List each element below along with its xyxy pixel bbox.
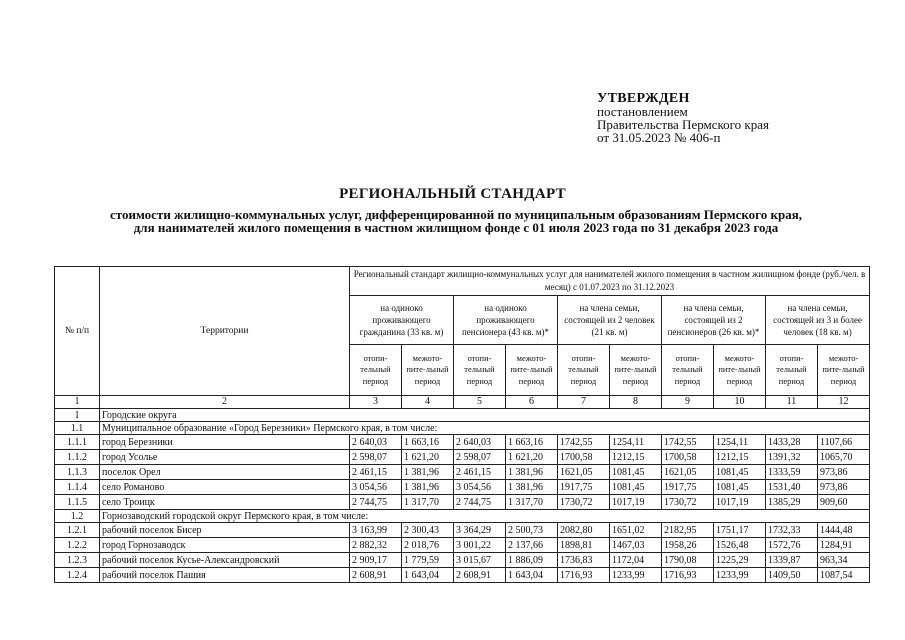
value-cell: 2 744,75 <box>454 495 506 510</box>
value-cell: 1081,45 <box>714 465 766 480</box>
value-cell: 3 001,22 <box>454 538 506 553</box>
value-cell: 2 018,76 <box>402 538 454 553</box>
table-row <box>55 495 870 510</box>
header-top: Региональный стандарт жилищно-коммунальных услуг для нанимателей жилого помещения в частном жилищном фонде (руб./чел. в месяц) с 01.07.2023 по 31.12.2023 <box>350 267 870 296</box>
column-number: 9 <box>662 396 714 409</box>
value-cell: 1958,26 <box>662 538 714 553</box>
column-number: 3 <box>350 396 402 409</box>
value-cell: 1730,72 <box>662 495 714 510</box>
approval-line-3: от 31.05.2023 № 406-п <box>597 130 721 145</box>
value-cell: 2 500,73 <box>506 523 558 538</box>
value-cell: 1409,50 <box>766 568 818 583</box>
header-between-period: межото-пите-льный период <box>714 345 766 396</box>
value-cell: 1700,58 <box>662 450 714 465</box>
table-row <box>55 538 870 553</box>
document-subtitle: стоимости жилищно-коммунальных услуг, дифференцированной по муниципальным образованиям Пермского края, для нанимателей жилого помещения в частном жилищном фонде с 01 июля 2023 года по 31 декабря 2023 года <box>110 207 802 235</box>
column-number: 1 <box>55 396 100 409</box>
value-cell: 1898,81 <box>558 538 610 553</box>
value-cell: 2 461,15 <box>350 465 402 480</box>
column-number: 4 <box>402 396 454 409</box>
value-cell: 1917,75 <box>662 480 714 495</box>
value-cell: 973,86 <box>818 480 870 495</box>
value-cell: 1651,02 <box>610 523 662 538</box>
column-number: 10 <box>714 396 766 409</box>
value-cell: 3 015,67 <box>454 553 506 568</box>
row-number: 1.1.2 <box>55 450 100 465</box>
header-between-period: межото-пите-льный период <box>610 345 662 396</box>
value-cell: 1065,70 <box>818 450 870 465</box>
value-cell: 1233,99 <box>610 568 662 583</box>
value-cell: 2 744,75 <box>350 495 402 510</box>
column-number: 11 <box>766 396 818 409</box>
value-cell: 1732,33 <box>766 523 818 538</box>
value-cell: 1700,58 <box>558 450 610 465</box>
table-row <box>55 568 870 583</box>
value-cell: 1212,15 <box>714 450 766 465</box>
table-row <box>55 450 870 465</box>
value-cell: 1233,99 <box>714 568 766 583</box>
header-heating-period: отопи-тельный период <box>662 345 714 396</box>
value-cell: 1087,54 <box>818 568 870 583</box>
value-cell: 1 381,96 <box>402 465 454 480</box>
value-cell: 1736,83 <box>558 553 610 568</box>
territory-name: город Горнозаводск <box>100 538 350 553</box>
header-heating-period: отопи-тельный период <box>558 345 610 396</box>
value-cell: 1333,59 <box>766 465 818 480</box>
value-cell: 1621,05 <box>662 465 714 480</box>
value-cell: 1 381,96 <box>506 465 558 480</box>
value-cell: 1 663,16 <box>506 435 558 450</box>
value-cell: 1742,55 <box>558 435 610 450</box>
approval-heading: УТВЕРЖДЕН <box>597 91 690 106</box>
value-cell: 963,34 <box>818 553 870 568</box>
value-cell: 1433,28 <box>766 435 818 450</box>
territory-name: Горнозаводский городской округ Пермского края, в том числе: <box>100 510 870 523</box>
value-cell: 1254,11 <box>714 435 766 450</box>
value-cell: 1526,48 <box>714 538 766 553</box>
value-cell: 1716,93 <box>558 568 610 583</box>
value-cell: 1 779,59 <box>402 553 454 568</box>
row-number: 1.2.2 <box>55 538 100 553</box>
table-row <box>55 553 870 568</box>
value-cell: 1742,55 <box>662 435 714 450</box>
column-number: 6 <box>506 396 558 409</box>
value-cell: 1212,15 <box>610 450 662 465</box>
value-cell: 1284,91 <box>818 538 870 553</box>
value-cell: 1339,87 <box>766 553 818 568</box>
value-cell: 1225,29 <box>714 553 766 568</box>
row-number: 1.2.3 <box>55 553 100 568</box>
value-cell: 2 137,66 <box>506 538 558 553</box>
territory-name: поселок Орел <box>100 465 350 480</box>
column-number: 2 <box>100 396 350 409</box>
row-number: 1.1.5 <box>55 495 100 510</box>
column-number: 7 <box>558 396 610 409</box>
header-heating-period: отопи-тельный период <box>454 345 506 396</box>
value-cell: 1790,08 <box>662 553 714 568</box>
row-number: 1.1.1 <box>55 435 100 450</box>
value-cell: 3 364,29 <box>454 523 506 538</box>
value-cell: 1391,32 <box>766 450 818 465</box>
header-heating-period: отопи-тельный период <box>766 345 818 396</box>
territory-name: Городские округа <box>100 409 870 422</box>
approval-block <box>597 92 769 144</box>
territory-name: рабочий поселок Бисер <box>100 523 350 538</box>
table-row <box>55 480 870 495</box>
table-row <box>55 435 870 450</box>
header-category: на одиноко проживающего гражданина (33 кв. м) <box>350 296 454 345</box>
approval-line-1: постановлением <box>597 104 688 119</box>
header-heating-period: отопи-тельный период <box>350 345 402 396</box>
row-number: 1.2.4 <box>55 568 100 583</box>
value-cell: 1531,40 <box>766 480 818 495</box>
table-header <box>55 267 870 409</box>
header-no: № п/п <box>55 267 100 396</box>
value-cell: 2 300,43 <box>402 523 454 538</box>
value-cell: 1467,03 <box>610 538 662 553</box>
row-number: 1.2.1 <box>55 523 100 538</box>
value-cell: 2 909,17 <box>350 553 402 568</box>
value-cell: 1017,19 <box>610 495 662 510</box>
row-number: 1.1.3 <box>55 465 100 480</box>
table-body <box>55 409 870 583</box>
table-row <box>55 465 870 480</box>
value-cell: 1107,66 <box>818 435 870 450</box>
territory-name: Муниципальное образование «Город Березники» Пермского края, в том числе: <box>100 422 870 435</box>
header-category: на члена семьи, состоящей из 2 человек (21 кв. м) <box>558 296 662 345</box>
standard-table <box>54 266 870 583</box>
value-cell: 3 054,56 <box>350 480 402 495</box>
row-number: 1 <box>55 409 100 422</box>
value-cell: 2 598,07 <box>454 450 506 465</box>
value-cell: 1081,45 <box>714 480 766 495</box>
row-number: 1.1 <box>55 422 100 435</box>
value-cell: 3 054,56 <box>454 480 506 495</box>
value-cell: 1 317,70 <box>402 495 454 510</box>
header-numbers-row <box>55 396 870 409</box>
row-number: 1.1.4 <box>55 480 100 495</box>
value-cell: 973,86 <box>818 465 870 480</box>
value-cell: 1017,19 <box>714 495 766 510</box>
section-row <box>55 422 870 435</box>
value-cell: 1172,04 <box>610 553 662 568</box>
column-number: 8 <box>610 396 662 409</box>
row-number: 1.2 <box>55 510 100 523</box>
header-category: на члена семьи, состоящей из 2 пенсионеров (26 кв. м)* <box>662 296 766 345</box>
value-cell: 909,60 <box>818 495 870 510</box>
value-cell: 3 163,99 <box>350 523 402 538</box>
value-cell: 1254,11 <box>610 435 662 450</box>
document-title: РЕГИОНАЛЬНЫЙ СТАНДАРТ <box>339 186 566 202</box>
value-cell: 2 608,91 <box>350 568 402 583</box>
column-number: 5 <box>454 396 506 409</box>
value-cell: 1444,48 <box>818 523 870 538</box>
value-cell: 1917,75 <box>558 480 610 495</box>
value-cell: 1751,17 <box>714 523 766 538</box>
value-cell: 2082,80 <box>558 523 610 538</box>
value-cell: 2 640,03 <box>350 435 402 450</box>
value-cell: 2 461,15 <box>454 465 506 480</box>
section-row <box>55 409 870 422</box>
value-cell: 1 317,70 <box>506 495 558 510</box>
territory-name: рабочий поселок Кусье-Александровский <box>100 553 350 568</box>
header-between-period: межото-пите-льный период <box>402 345 454 396</box>
approval-line-2: Правительства Пермского края <box>597 117 769 132</box>
value-cell: 2 882,32 <box>350 538 402 553</box>
value-cell: 1 381,96 <box>402 480 454 495</box>
value-cell: 1 886,09 <box>506 553 558 568</box>
territory-name: село Троицк <box>100 495 350 510</box>
value-cell: 2182,95 <box>662 523 714 538</box>
header-category: на члена семьи, состоящей из 3 и более человек (18 кв. м) <box>766 296 870 345</box>
value-cell: 1 663,16 <box>402 435 454 450</box>
table-row <box>55 523 870 538</box>
header-territory: Территории <box>100 267 350 396</box>
value-cell: 1621,05 <box>558 465 610 480</box>
value-cell: 1385,29 <box>766 495 818 510</box>
territory-name: город Усолье <box>100 450 350 465</box>
value-cell: 1 643,04 <box>402 568 454 583</box>
territory-name: село Романово <box>100 480 350 495</box>
value-cell: 1730,72 <box>558 495 610 510</box>
section-row <box>55 510 870 523</box>
header-category: на одиноко проживающего пенсионера (43 кв. м)* <box>454 296 558 345</box>
value-cell: 1572,76 <box>766 538 818 553</box>
header-between-period: межото-пите-льный период <box>818 345 870 396</box>
value-cell: 2 640,03 <box>454 435 506 450</box>
value-cell: 2 598,07 <box>350 450 402 465</box>
value-cell: 1081,45 <box>610 480 662 495</box>
column-number: 12 <box>818 396 870 409</box>
territory-name: город Березники <box>100 435 350 450</box>
value-cell: 1 621,20 <box>402 450 454 465</box>
territory-name: рабочий поселок Пашия <box>100 568 350 583</box>
value-cell: 1 621,20 <box>506 450 558 465</box>
header-between-period: межото-пите-льный период <box>506 345 558 396</box>
value-cell: 1081,45 <box>610 465 662 480</box>
value-cell: 2 608,91 <box>454 568 506 583</box>
value-cell: 1 643,04 <box>506 568 558 583</box>
value-cell: 1716,93 <box>662 568 714 583</box>
value-cell: 1 381,96 <box>506 480 558 495</box>
